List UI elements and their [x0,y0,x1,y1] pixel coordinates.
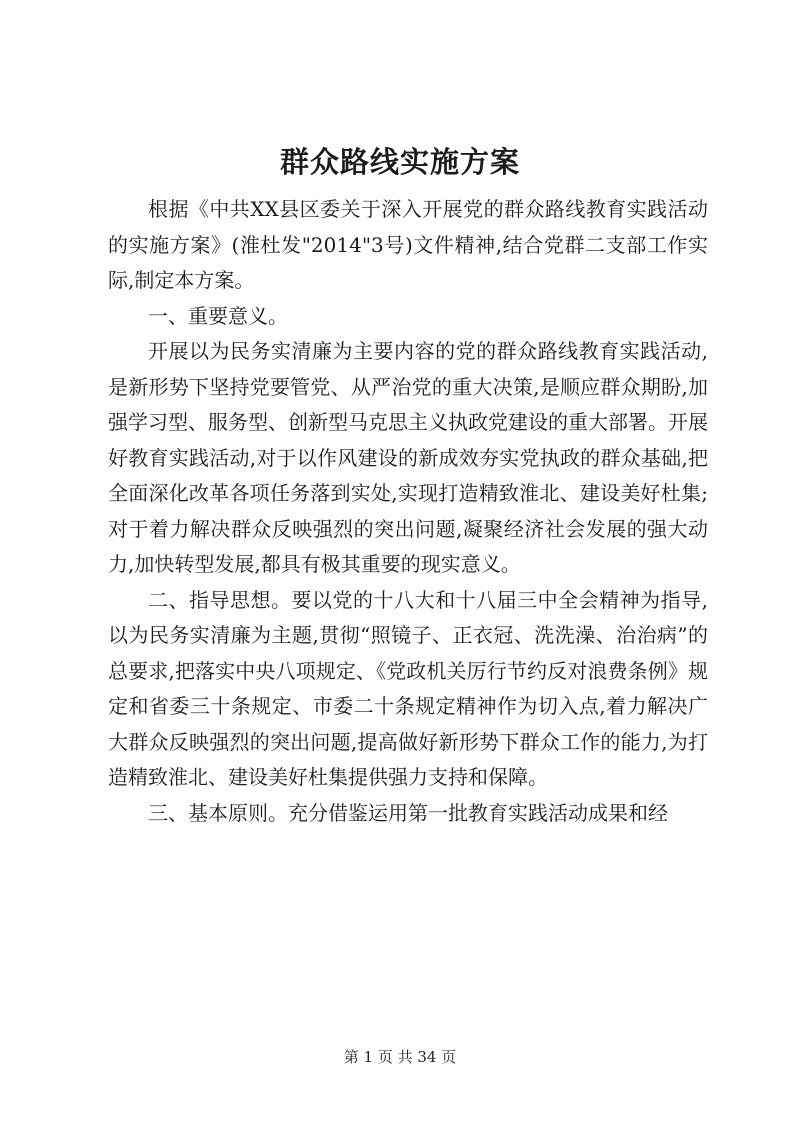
page-number-footer: 第 1 页 共 34 页 [343,1048,457,1066]
paragraph-guiding-ideology: 二、指导思想。要以党的十八大和十八届三中全会精神为指导,以为民务实清廉为主题,贯彻“照镜子、正衣冠、洗洗澡、治治病”的总要求,把落实中央八项规定、《党政机关厉行节约反对浪费条例》规定和省委三十条规定、市委二十条规定精神作为切入点,着力解决广大群众反映强烈的突出问题,提高做好新形势下群众工作的能力,为打造精致淮北、建设美好杜集提供强力支持和保障。 [108,587,708,789]
document-title: 群众路线实施方案 [279,145,520,179]
heading-significance: 一、重要意义。 [148,303,288,328]
document-body [108,192,708,831]
paragraph-intro: 根据《中共XX县区委关于深入开展党的群众路线教育实践活动的实施方案》(淮杜发"2014"3号)文件精神,结合党群二支部工作实际,制定本方案。 [108,197,708,292]
paragraph-basic-principles: 三、基本原则。充分借鉴运用第一批教育实践活动成果和经 [148,800,668,825]
paragraph-significance: 开展以为民务实清廉为主要内容的党的群众路线教育实践活动,是新形势下坚持党要管党、从严治党的重大决策,是顺应群众期盼,加强学习型、服务型、创新型马克思主义执政党建设的重大部署。开展好教育实践活动,对于以作风建设的新成效夯实党执政的群众基础,把全面深化改革各项任务落到实处,实现打造精致淮北、建设美好杜集;对于着力解决群众反映强烈的突出问题,凝聚经济社会发展的强大动力,加快转型发展,都具有极其重要的现实意义。 [108,339,708,576]
